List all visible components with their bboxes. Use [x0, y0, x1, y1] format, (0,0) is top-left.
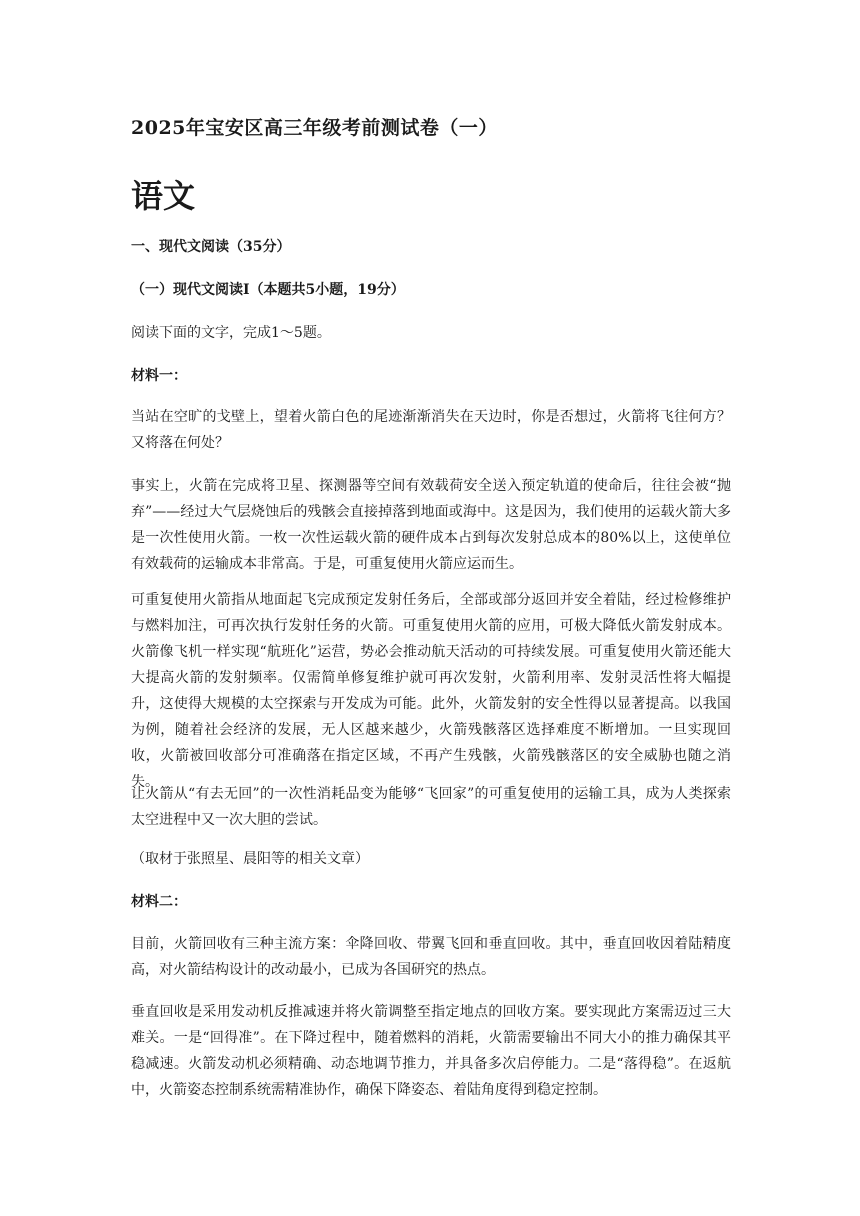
section-heading: 一、现代文阅读（35分）	[131, 239, 291, 255]
material-one-paragraph-3: 可重复使用火箭指从地面起飞完成预定发射任务后，全部或部分返回并安全着陆，经过检修维护与燃料加注，可再次执行发射任务的火箭。可重复使用火箭的应用，可极大降低火箭发射成本。火箭像飞机一样实现“航班化”运营，势必会推动航天活动的可持续发展。可重复使用火箭还能大大提高火箭的发射频率。仅需简单修复维护就可再次发射，火箭利用率、发射灵活性将大幅提升，这使得大规模的太空探索与开发成为可能。此外，火箭发射的安全性得以显著提高。以我国为例，随着社会经济的发展，无人区越来越少，火箭残骸落区选择难度不断增加。一旦实现回收，火箭被回收部分可准确落在指定区域，不再产生残骸，火箭残骸落区的安全威胁也随之消失。	[131, 592, 731, 790]
material-two-label: 材料二：	[131, 894, 187, 910]
material-one-paragraph-2: 事实上，火箭在完成将卫星、探测器等空间有效载荷安全送入预定轨道的使命后，往往会被“抛弃”——经过大气层烧蚀后的残骸会直接掉落到地面或海中。这是因为，我们使用的运载火箭大多是一次性使用火箭。一枚一次性运载火箭的硬件成本占到每次发射总成本的80%以上，这使单位有效载荷的运输成本非常高。于是，可重复使用火箭应运而生。	[131, 478, 731, 572]
subject-title: 语文	[131, 177, 196, 215]
reading-instruction: 阅读下面的文字，完成1～5题。	[131, 325, 331, 341]
material-one-label: 材料一：	[131, 368, 187, 384]
sub-section-heading: （一）现代文阅读Ⅰ（本题共5小题，19分）	[131, 282, 405, 298]
material-two-paragraph-1: 目前，火箭回收有三种主流方案：伞降回收、带翼飞回和垂直回收。其中，垂直回收因着陆精度高，对火箭结构设计的改动最小，已成为各国研究的热点。	[131, 936, 731, 978]
material-one-paragraph-4: 让火箭从“有去无回”的一次性消耗品变为能够“飞回家”的可重复使用的运输工具，成为人类探索太空进程中又一次大胆的尝试。	[131, 786, 731, 828]
material-two-paragraph-2: 垂直回收是采用发动机反推减速并将火箭调整至指定地点的回收方案。要实现此方案需迈过三大难关。一是“回得准”。在下降过程中，随着燃料的消耗，火箭需要输出不同大小的推力确保其平稳减速。火箭发动机必须精确、动态地调节推力，并具备多次启停能力。二是“落得稳”。在返航中，火箭姿态控制系统需精准协作，确保下降姿态、着陆角度得到稳定控制。	[131, 1004, 731, 1098]
material-one-source: （取材于张照星、晨阳等的相关文章）	[131, 851, 369, 867]
material-one-paragraph-1: 当站在空旷的戈壁上，望着火箭白色的尾迹渐渐消失在天边时，你是否想过，火箭将飞往何方？又将落在何处？	[131, 409, 731, 451]
exam-title: 2025年宝安区高三年级考前测试卷（一）	[131, 117, 498, 139]
